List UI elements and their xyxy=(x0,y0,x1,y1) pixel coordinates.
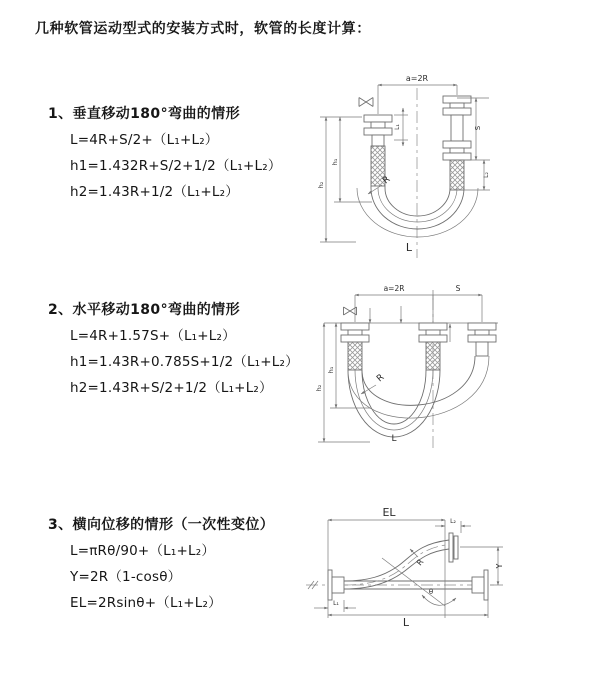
label-r: R xyxy=(381,174,393,187)
dimension-h xyxy=(317,117,372,242)
label-r: R xyxy=(414,557,426,568)
diagram-lateral-displacement xyxy=(298,500,600,644)
dimension-l xyxy=(328,520,488,629)
hose-u-curves xyxy=(357,186,478,237)
formula-line: h1=1.432R+S/2+1/2（L₁+L₂） xyxy=(70,158,282,174)
section-vertical-bend xyxy=(48,105,282,205)
right-pipe-fitting xyxy=(443,96,471,190)
left-flange xyxy=(328,570,344,600)
hose-braid xyxy=(426,342,440,370)
diagram-horizontal-180-bend xyxy=(310,280,600,452)
hose-braid xyxy=(348,342,362,370)
diagram-vertical-180-bend xyxy=(310,70,600,266)
formula-line: EL=2Rsinθ+（L₁+L₂） xyxy=(70,595,222,611)
hose-s-curve xyxy=(344,540,449,589)
right-pipe-fitting xyxy=(468,323,496,356)
formula-line: h2=1.43R+1/2（L₁+L₂） xyxy=(70,184,239,200)
label-h1: h₁ xyxy=(327,366,335,374)
dimension-el xyxy=(328,506,445,520)
label-l-total: L xyxy=(391,434,397,444)
label-span: a=2R xyxy=(383,284,405,293)
label-h1: h₁ xyxy=(331,158,339,166)
section-heading: 2、水平移动180°弯曲的情形 xyxy=(48,302,240,318)
section-lateral-displacement xyxy=(48,516,274,616)
label-l1: L₁ xyxy=(333,600,339,607)
upper-flange xyxy=(449,533,458,562)
label-span: a=2R xyxy=(405,74,429,83)
label-h2: h₂ xyxy=(317,181,325,189)
left-pipe-fitting xyxy=(341,323,369,370)
dimension-span xyxy=(355,284,482,322)
label-r: R xyxy=(375,372,387,385)
formula-line: L=4R+1.57S+（L₁+L₂） xyxy=(70,328,236,344)
label-h2: h₂ xyxy=(315,384,323,392)
section-horizontal-bend xyxy=(48,301,299,401)
formula-line: L=4R+S/2+（L₁+L₂） xyxy=(70,132,219,148)
label-l-total: L xyxy=(405,241,413,254)
section-heading: 1、垂直移动180°弯曲的情形 xyxy=(48,106,240,122)
hose-braid xyxy=(450,160,464,190)
label-l2: L₂ xyxy=(450,518,456,525)
section-heading: 3、横向位移的情形（一次性变位） xyxy=(48,517,275,533)
left-pipe-fitting xyxy=(364,115,392,186)
valve-icon xyxy=(344,307,357,315)
label-l2: L₂ xyxy=(483,172,490,178)
label-el: EL xyxy=(382,506,396,519)
formula-line: h2=1.43R+S/2+1/2（L₁+L₂） xyxy=(70,380,273,396)
formula-line: Y=2R（1-cosθ） xyxy=(70,569,182,585)
hose-u-curves xyxy=(348,356,489,437)
label-s: S xyxy=(455,284,461,293)
valve-icon xyxy=(359,98,373,107)
formula-line: L=πRθ/90+（L₁+L₂） xyxy=(70,543,216,559)
middle-pipe-fitting xyxy=(419,323,447,370)
dimension-l1 xyxy=(394,108,408,146)
label-y: Y xyxy=(495,563,504,569)
label-s: S xyxy=(474,125,482,131)
formula-line: h1=1.43R+0.785S+1/2（L₁+L₂） xyxy=(70,354,299,370)
label-theta: θ xyxy=(428,588,434,596)
label-l-total: L xyxy=(402,616,410,629)
label-l1: L₁ xyxy=(394,124,401,130)
page-title: 几种软管运动型式的安装方式时，软管的长度计算： xyxy=(35,21,371,37)
dimension-l1 xyxy=(314,600,356,612)
right-flange xyxy=(472,570,488,600)
